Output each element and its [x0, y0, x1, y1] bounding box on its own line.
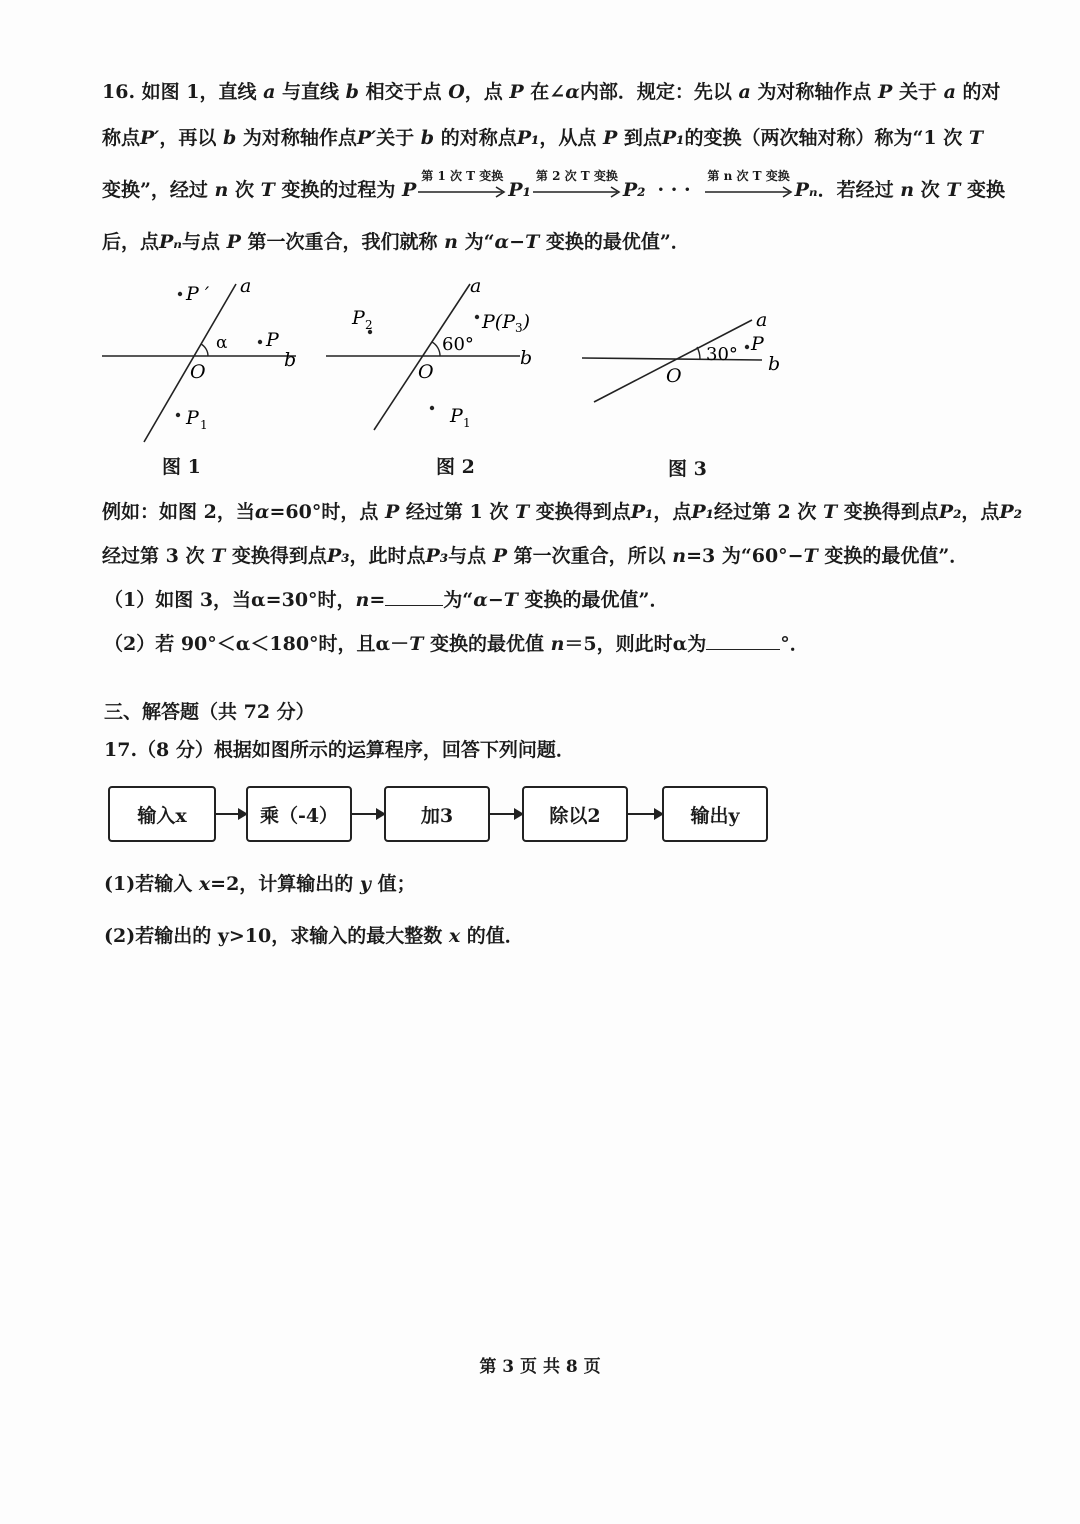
flow-box-input: 输入x — [108, 786, 216, 842]
label-a: a — [470, 275, 482, 297]
angle-arc — [697, 347, 700, 359]
label-b: b — [520, 347, 533, 369]
label-o: O — [666, 365, 682, 387]
label-p2: P — [352, 307, 365, 329]
label-a: a — [240, 275, 252, 297]
flow-box-output: 输出y — [662, 786, 768, 842]
flow-box-divide: 除以2 — [522, 786, 628, 842]
example-line-1: 例如：如图 2，当α=60°时，点 P 经过第 1 次 T 变换得到点P₁，点P₁经过第 2 次 T 变换得到点P₂，点P₂ — [102, 501, 1023, 523]
example-line-2: 经过第 3 次 T 变换得到点P₃，此时点P₃与点 P 第一次重合，所以 n=3 为“60°−T 变换的最优值”． — [102, 545, 969, 567]
q17-stem: 17.（8 分）根据如图所示的运算程序，回答下列问题． — [104, 739, 575, 761]
label-b: b — [284, 349, 297, 371]
label-o: O — [418, 361, 434, 383]
q16-line-3: 变换”，经过 n 次 T 变换的过程为 P 第 1 次 T 变换 P₁ 第 2 次 T 变换 P₂ · · · 第 n 次 T 变换 Pₙ．若经过 n 次 T 变换 — [102, 176, 1002, 204]
label-p: P — [266, 329, 279, 351]
label-angle-30: 30° — [706, 344, 738, 365]
label-a: a — [756, 309, 768, 331]
angle-arc — [201, 344, 208, 356]
label-p1-sub: 1 — [463, 416, 471, 430]
flow-arrow-2 — [352, 804, 386, 824]
figure-2-caption: 图 2 — [436, 456, 475, 478]
figure-3 — [576, 300, 806, 410]
figure-2 — [320, 272, 550, 442]
answer-blank-2[interactable] — [706, 631, 780, 650]
label-p1: P — [450, 405, 463, 427]
flow-arrow-3 — [490, 804, 524, 824]
figure-1 — [96, 272, 326, 452]
sub-question-1: （1）如图 3，当α=30°时，n= 为“α−T 变换的最优值”． — [104, 589, 669, 611]
figure-3-caption: 图 3 — [668, 458, 707, 480]
transform-arrow-n: 第 n 次 T 变换 — [703, 176, 795, 204]
flow-arrow-4 — [628, 804, 664, 824]
label-p1-sub: 1 — [200, 418, 208, 432]
point-p — [745, 345, 749, 349]
label-alpha: α — [216, 333, 228, 353]
flow-box-multiply: 乘（-4） — [246, 786, 352, 842]
q17-part-1: (1)若输入 x=2，计算输出的 y 值； — [104, 873, 416, 895]
label-p-p3: $P(P_3)$ — [482, 311, 531, 335]
label-b: b — [768, 353, 781, 375]
page-footer: 第 3 页 共 8 页 — [479, 1357, 601, 1377]
label-p2-sub: 2 — [365, 318, 373, 332]
point-p1 — [430, 406, 434, 410]
flow-box-add: 加3 — [384, 786, 490, 842]
q17-part-2: (2)若输出的 y>10，求输入的最大整数 x 的值． — [104, 925, 524, 947]
label-p-prime: P ′ — [186, 283, 210, 305]
flow-arrow-1 — [216, 804, 248, 824]
figure-1-caption: 图 1 — [162, 456, 201, 478]
sub-question-2: （2）若 90°＜α＜180°时，且α－T 变换的最优值 n＝5，则此时α为 °． — [104, 633, 809, 655]
q16-line-4: 后，点Pₙ与点 P 第一次重合，我们就称 n 为“α−T 变换的最优值”． — [102, 231, 690, 253]
point-p-prime — [178, 292, 182, 296]
angle-arc — [432, 342, 440, 356]
q16-line-2: 称点P′，再以 b 为对称轴作点P′关于 b 的对称点P₁，从点 P 到点P₁的变换（两次轴对称）称为“1 次 T — [102, 127, 983, 149]
point-p — [258, 340, 262, 344]
point-p — [475, 315, 479, 319]
label-p1: P — [186, 407, 199, 429]
point-p1 — [176, 413, 180, 417]
label-angle-60: 60° — [442, 334, 474, 355]
label-p: P — [751, 333, 764, 355]
transform-arrow-1: 第 1 次 T 变换 — [416, 176, 508, 204]
section-3-title: 三、解答题（共 72 分） — [104, 701, 315, 723]
transform-arrow-2: 第 2 次 T 变换 — [531, 176, 623, 204]
q16-line-1: 16. 如图 1，直线 a 与直线 b 相交于点 O，点 P 在∠α内部．规定：先以 a 为对称轴作点 P 关于 a 的对 — [102, 81, 1001, 103]
answer-blank-1[interactable] — [385, 587, 443, 606]
label-o: O — [190, 361, 206, 383]
